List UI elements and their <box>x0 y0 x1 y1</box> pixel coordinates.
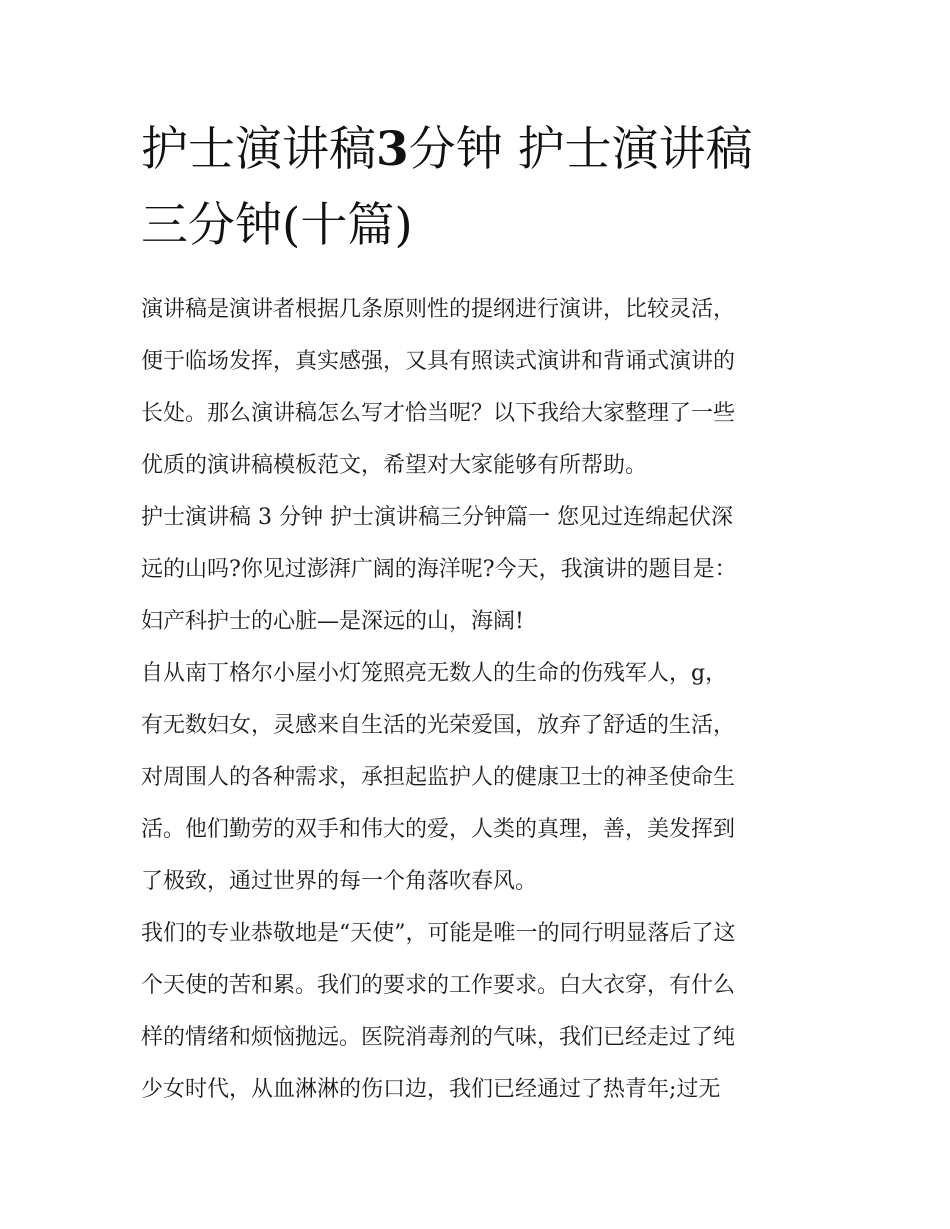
paragraph-line: 演讲稿是演讲者根据几条原则性的提纲进行演讲，比较灵活， <box>141 297 736 322</box>
paragraph-line: 少女时代，从血淋淋的伤口边，我们已经通过了热青年;过无 <box>141 1077 721 1102</box>
paragraph-line: 长处。那么演讲稿怎么写才恰当呢？以下我给大家整理了一些 <box>141 401 736 426</box>
title-text-part1: 护士演讲稿 <box>141 122 376 177</box>
paragraph-speech-opening <box>141 492 821 648</box>
paragraph-line: 远的山吗?你见过澎湃广阔的海洋呢?今天，我演讲的题目是： <box>141 557 737 582</box>
document-title <box>141 112 821 264</box>
paragraph-intro <box>141 284 821 492</box>
paragraph-line: 我们的专业恭敬地是“天使”，可能是唯一的同行明显落后了这 <box>141 921 736 946</box>
title-line-2: 三分钟(十篇) <box>141 198 413 253</box>
title-line-1 <box>141 112 821 188</box>
paragraph-angel <box>141 908 821 1116</box>
paragraph-line: 有无数妇女，灵感来自生活的光荣爱国，放弃了舒适的生活， <box>141 713 736 738</box>
title-number: 3 <box>376 122 409 177</box>
paragraph-line: 了极致，通过世界的每一个角落吹春风。 <box>141 869 538 894</box>
paragraph-line: 样的情绪和烦恼抛远。医院消毒剂的气味，我们已经走过了纯 <box>141 1025 736 1050</box>
paragraph-line: 优质的演讲稿模板范文，希望对大家能够有所帮助。 <box>141 453 648 478</box>
paragraph-line: 个天使的苦和累。我们的要求的工作要求。白大衣穿，有什么 <box>141 973 736 998</box>
paragraph-line: 便于临场发挥，真实感强，又具有照读式演讲和背诵式演讲的 <box>141 349 736 374</box>
title-text-part3: 分钟 护士演讲稿 <box>408 122 753 177</box>
paragraph-line: 活。他们勤劳的双手和伟大的爱，人类的真理，善，美发挥到 <box>141 817 736 842</box>
paragraph-line: 自从南丁格尔小屋小灯笼照亮无数人的生命的伤残军人，g， <box>141 661 728 686</box>
document-body <box>141 112 821 1116</box>
paragraph-line: 护士演讲稿 3 分钟 护士演讲稿三分钟篇一 您见过连绵起伏深 <box>141 505 733 530</box>
paragraph-line: 对周围人的各种需求，承担起监护人的健康卫士的神圣使命生 <box>141 765 736 790</box>
paragraph-nightingale <box>141 648 821 908</box>
paragraph-line: 妇产科护士的心脏—是深远的山，海阔! <box>141 609 524 634</box>
